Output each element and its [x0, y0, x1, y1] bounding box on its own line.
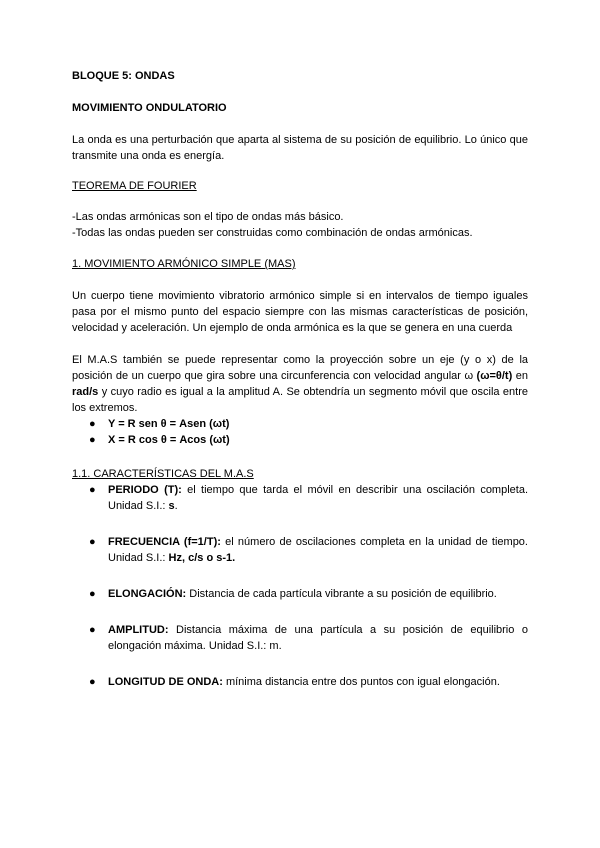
mas-paragraph-2	[72, 352, 528, 416]
fourier-line-2: -Todas las ondas pueden ser construidas como combinación de ondas armónicas.	[72, 227, 473, 239]
formula-x: X = R cos θ = Acos (ωt)	[108, 434, 230, 446]
formula-y: Y = R sen θ = Asen (ωt)	[108, 418, 230, 430]
list-item	[72, 416, 528, 432]
bullet-icon: ●	[89, 418, 96, 430]
mas-paragraph-1-text: Un cuerpo tiene movimiento vibratorio armónico simple si en intervalos de tiempo iguales pasa por el mismo punto del espacio siempre con las mismas características de posición, velocidad y aceleración. Un ejemplo de onda armónica es la que se genera en una cuerda	[72, 290, 528, 334]
term-amplitud: AMPLITUD:	[108, 624, 169, 636]
desc-longitud-onda: mínima distancia entre dos puntos con igual elongación.	[222, 676, 500, 688]
bullet-icon: ●	[89, 434, 96, 446]
fourier-heading: TEOREMA DE FOURIER	[72, 180, 197, 192]
document-title: BLOQUE 5: ONDAS	[72, 70, 175, 82]
list-item	[72, 432, 528, 448]
end-periodo: .	[174, 500, 178, 512]
mas-paragraph-2-text-a: El M.A.S también se puede representar como la proyección sobre un eje (y o x) de la posición de un cuerpo que gira sobre una circunferencia con velocidad angular ω	[72, 354, 528, 382]
term-frecuencia: FRECUENCIA (f=1/T):	[108, 536, 221, 548]
term-periodo: PERIODO (T):	[108, 484, 182, 496]
desc-elongacion: Distancia de cada partícula vibrante a su posición de equilibrio.	[186, 588, 497, 600]
desc-frecuencia: el número de oscilaciones completa en la unidad de tiempo. Unidad S.I.:	[108, 536, 528, 564]
list-item	[72, 534, 528, 566]
caracteristicas-heading: 1.1. CARACTERÍSTICAS DEL M.A.S	[72, 468, 254, 480]
list-item	[72, 622, 528, 654]
document-page	[72, 68, 528, 690]
desc-amplitud: Distancia máxima de una partícula a su posición de equilibrio o elongación máxima. Unidad S.I.: m.	[108, 624, 528, 652]
unit-frecuencia: Hz, c/s o s-1.	[168, 552, 236, 564]
list-item	[72, 674, 528, 690]
intro-text: La onda es una perturbación que aparta al sistema de su posición de equilibrio. Lo único que transmite una onda es energía.	[72, 134, 528, 162]
term-longitud-onda: LONGITUD DE ONDA:	[108, 676, 223, 688]
list-item	[72, 482, 528, 514]
omega-formula: (ω=θ/t)	[476, 370, 513, 382]
mas-paragraph-2-text-c: en	[512, 370, 529, 382]
bullet-icon: ●	[89, 676, 96, 688]
bullet-icon: ●	[89, 588, 96, 600]
unit-periodo: s	[168, 500, 175, 512]
intro-paragraph	[72, 132, 528, 164]
rad-s-unit: rad/s	[72, 386, 99, 398]
term-elongacion: ELONGACIÓN:	[108, 588, 187, 600]
bullet-icon: ●	[89, 484, 96, 496]
mas-paragraph-2-text-e: y cuyo radio es igual a la amplitud A. Se obtendría un segmento móvil que oscila entre los extremos.	[72, 386, 528, 414]
fourier-line-1: -Las ondas armónicas son el tipo de ondas más básico.	[72, 211, 344, 223]
bullet-icon: ●	[89, 624, 96, 636]
caracteristicas-list	[72, 482, 528, 690]
formula-list	[72, 416, 528, 448]
section-title: MOVIMIENTO ONDULATORIO	[72, 102, 227, 114]
desc-periodo: el tiempo que tarda el móvil en describir una oscilación completa. Unidad S.I.:	[108, 484, 529, 512]
mas-heading: 1. MOVIMIENTO ARMÓNICO SIMPLE (MAS)	[72, 258, 296, 270]
mas-paragraph-1	[72, 288, 528, 336]
bullet-icon: ●	[89, 536, 96, 548]
list-item	[72, 586, 528, 602]
